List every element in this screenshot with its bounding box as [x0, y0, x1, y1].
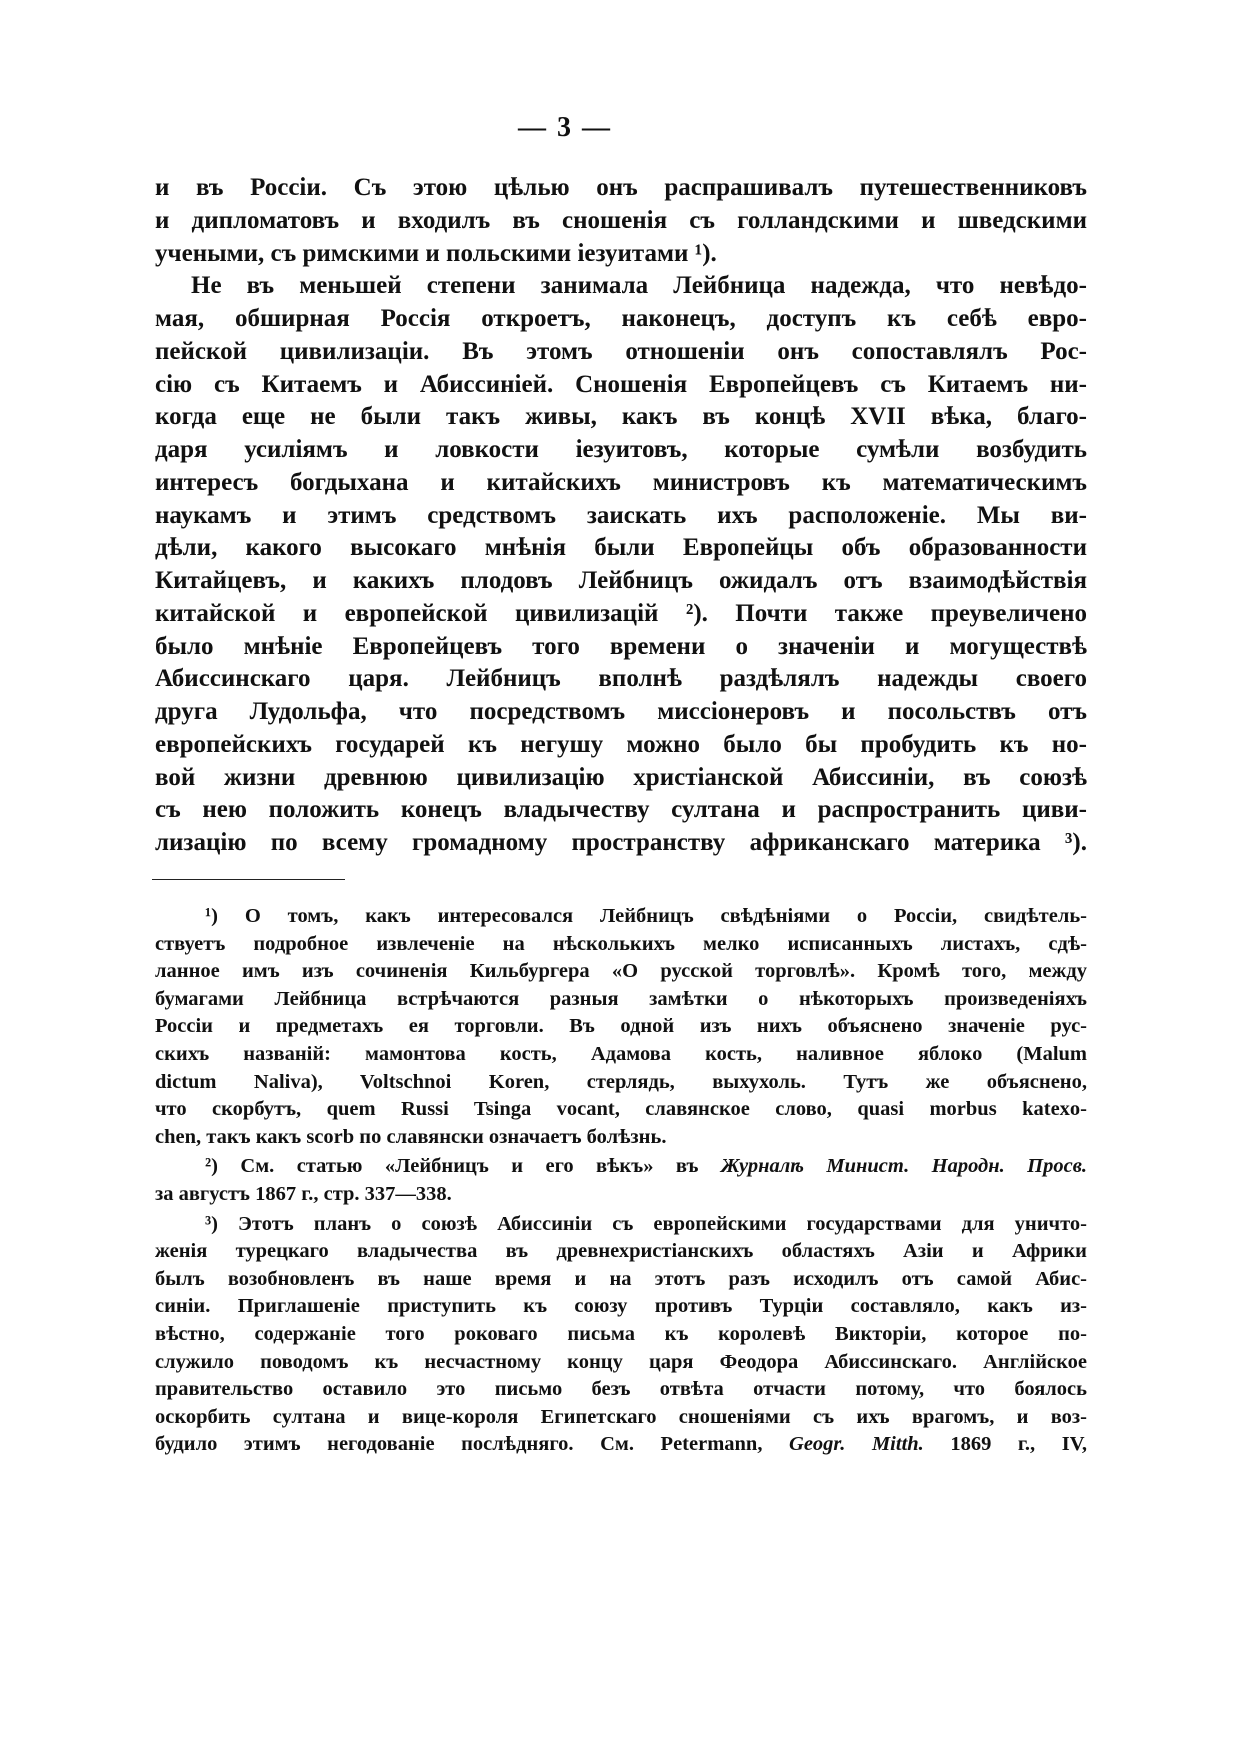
footnote-text: ланное имъ изъ сочиненія Кильбургера «О русской торговлѣ». Кромѣ того, между [155, 960, 1087, 983]
main-text [155, 172, 1087, 860]
footnote-line [155, 1349, 1087, 1377]
footnote-line [155, 1069, 1087, 1097]
body-line: было мнѣніе Европейцевъ того времени о значеніи и могуществѣ [155, 632, 1087, 660]
body-line: учеными, съ римскими и польскими іезуитами ¹). [155, 239, 717, 267]
footnote-text: Россіи и предметахъ ея торговли. Въ одной изъ нихъ объяснено значеніе рус- [155, 1015, 1087, 1038]
body-line: пейской цивилизаціи. Въ этомъ отношеніи онъ сопоставлялъ Рос- [155, 337, 1087, 365]
footnote-text: ³) Этотъ планъ о союзѣ Абиссиніи съ европейскими государствами для уничто- [205, 1212, 1087, 1235]
footnote-line [155, 1013, 1087, 1041]
footnote-line [155, 1266, 1087, 1294]
footnote-text: синіи. Приглашеніе приступить къ союзу противъ Турціи составляло, какъ из- [155, 1295, 1087, 1318]
citation-title: Журналѣ Минист. Народн. Просв. [720, 1155, 1087, 1178]
body-line: съ нею положить конецъ владычеству султана и распространить циви- [155, 796, 1087, 824]
footnote-line [155, 986, 1087, 1014]
footnote-text: ствуетъ подробное извлеченіе на нѣсколькихъ мелко исписанныхъ листахъ, сдѣ- [155, 932, 1087, 955]
footnote-line [155, 931, 1087, 959]
footnote-line [155, 903, 1087, 931]
footnote-line [155, 1404, 1087, 1432]
footnote-line [155, 1041, 1087, 1069]
footnote-line [155, 1238, 1087, 1266]
citation-title: Geogr. Mitth. [789, 1433, 924, 1456]
footnote-line [155, 1181, 1087, 1209]
footnote-3 [155, 1211, 1087, 1459]
body-line: даря усиліямъ и ловкости іезуитовъ, которые сумѣли возбудить [155, 436, 1087, 463]
footnote-text: былъ возобновленъ въ наше время и на этотъ разъ исходилъ отъ самой Абис- [155, 1267, 1087, 1290]
footnote-text: скихъ названій: мамонтова кость, Адамова кость, наливное яблоко (Malum [155, 1042, 1087, 1065]
footnote-text: правительство оставило это письмо безъ отвѣта отчасти потому, что боялось [155, 1378, 1087, 1401]
body-line: вой жизни древнюю цивилизацію христіанской Абиссиніи, въ союзѣ [155, 763, 1087, 791]
footnote-1 [155, 903, 1087, 1151]
body-line: мая, обширная Россія откроетъ, наконецъ, доступъ къ себѣ евро- [155, 305, 1087, 332]
body-line: китайской и европейской цивилизацій ²). Почти также преувеличено [155, 599, 1087, 627]
footnote-line [155, 1211, 1087, 1239]
body-line: наукамъ и этимъ средствомъ заискать ихъ расположеніе. Мы ви- [155, 501, 1087, 529]
footnote-line [155, 958, 1087, 986]
footnote-text: за августъ 1867 г., стр. 337—338. [155, 1182, 452, 1205]
footnote-line [155, 1153, 1087, 1181]
footnote-text: chen, такъ какъ scorb по славянски означаетъ болѣзнь. [155, 1125, 667, 1148]
body-line: Китайцевъ, и какихъ плодовъ Лейбницъ ожидалъ отъ взаимодѣйствія [155, 567, 1087, 594]
body-line: европейскихъ государей къ негушу можно было бы пробудить къ но- [155, 730, 1087, 758]
footnote-text: бумагами Лейбница встрѣчаются разныя замѣтки о нѣкоторыхъ произведеніяхъ [155, 987, 1087, 1010]
body-line: и дипломатовъ и входилъ въ сношенія съ голландскими и шведскими [155, 206, 1087, 234]
page-number: — 3 — [518, 112, 612, 143]
footnote-text: ¹) О томъ, какъ интересовался Лейбницъ свѣдѣніями о Россіи, свидѣтель- [205, 905, 1087, 927]
body-line: лизацію по всему громадному пространству африканскаго материка ³). [155, 829, 1087, 856]
body-line: сію съ Китаемъ и Абиссиніей. Сношенія Европейцевъ съ Китаемъ ни- [155, 370, 1087, 398]
body-line: друга Лудольфа, что посредствомъ миссіонеровъ и посольствъ отъ [155, 698, 1087, 725]
body-line: дѣли, какого высокаго мнѣнія были Европейцы объ образованности [155, 534, 1087, 562]
footnote-text: оскорбить султана и вице-короля Египетскаго сношеніями съ ихъ врагомъ, и воз- [155, 1405, 1087, 1428]
footnote-text: женія турецкаго владычества въ древнехристіанскихъ областяхъ Азіи и Африки [155, 1240, 1087, 1263]
footnote-text: 1869 г., IV, [923, 1433, 1088, 1456]
body-line: и въ Россіи. Съ этою цѣлью онъ распрашивалъ путешественниковъ [155, 174, 1087, 201]
body-line: Не въ меньшей степени занимала Лейбница надежда, что невѣдо- [191, 272, 1087, 300]
footnote-2 [155, 1153, 1087, 1208]
footnote-text: что скорбутъ, quem Russi Tsinga vocant, славянское слово, quasi morbus katexo- [155, 1098, 1087, 1121]
footnote-line [155, 1431, 1087, 1459]
footnote-text: dictum Naliva), Voltschnoi Koren, стерлядь, выхухоль. Тутъ же объяснено, [155, 1070, 1087, 1093]
footnote-line [155, 1293, 1087, 1321]
body-line: интересъ богдыхана и китайскихъ министровъ къ математическимъ [155, 468, 1087, 496]
footnote-text: служило поводомъ къ несчастному концу царя Феодора Абиссинскаго. Англійское [155, 1350, 1087, 1373]
footnotes [155, 903, 1087, 1459]
body-line: Абиссинскаго царя. Лейбницъ вполнѣ раздѣлялъ надежды своего [155, 665, 1087, 693]
footnote-line [155, 1096, 1087, 1124]
footnote-text: ²) См. статью «Лейбницъ и его вѣкъ» въ [205, 1155, 721, 1178]
footnote-text: вѣстно, содержаніе того роковаго письма къ королевѣ Викторіи, которое по- [155, 1322, 1087, 1345]
footnote-separator [152, 879, 345, 880]
footnote-line [155, 1321, 1087, 1349]
body-line: когда еще не были такъ живы, какъ въ концѣ XVII вѣка, благо- [155, 403, 1087, 431]
footnote-text: будило этимъ негодованіе послѣдняго. См. Petermann, [155, 1433, 790, 1456]
footnote-line [155, 1376, 1087, 1404]
footnote-line [155, 1124, 1087, 1152]
